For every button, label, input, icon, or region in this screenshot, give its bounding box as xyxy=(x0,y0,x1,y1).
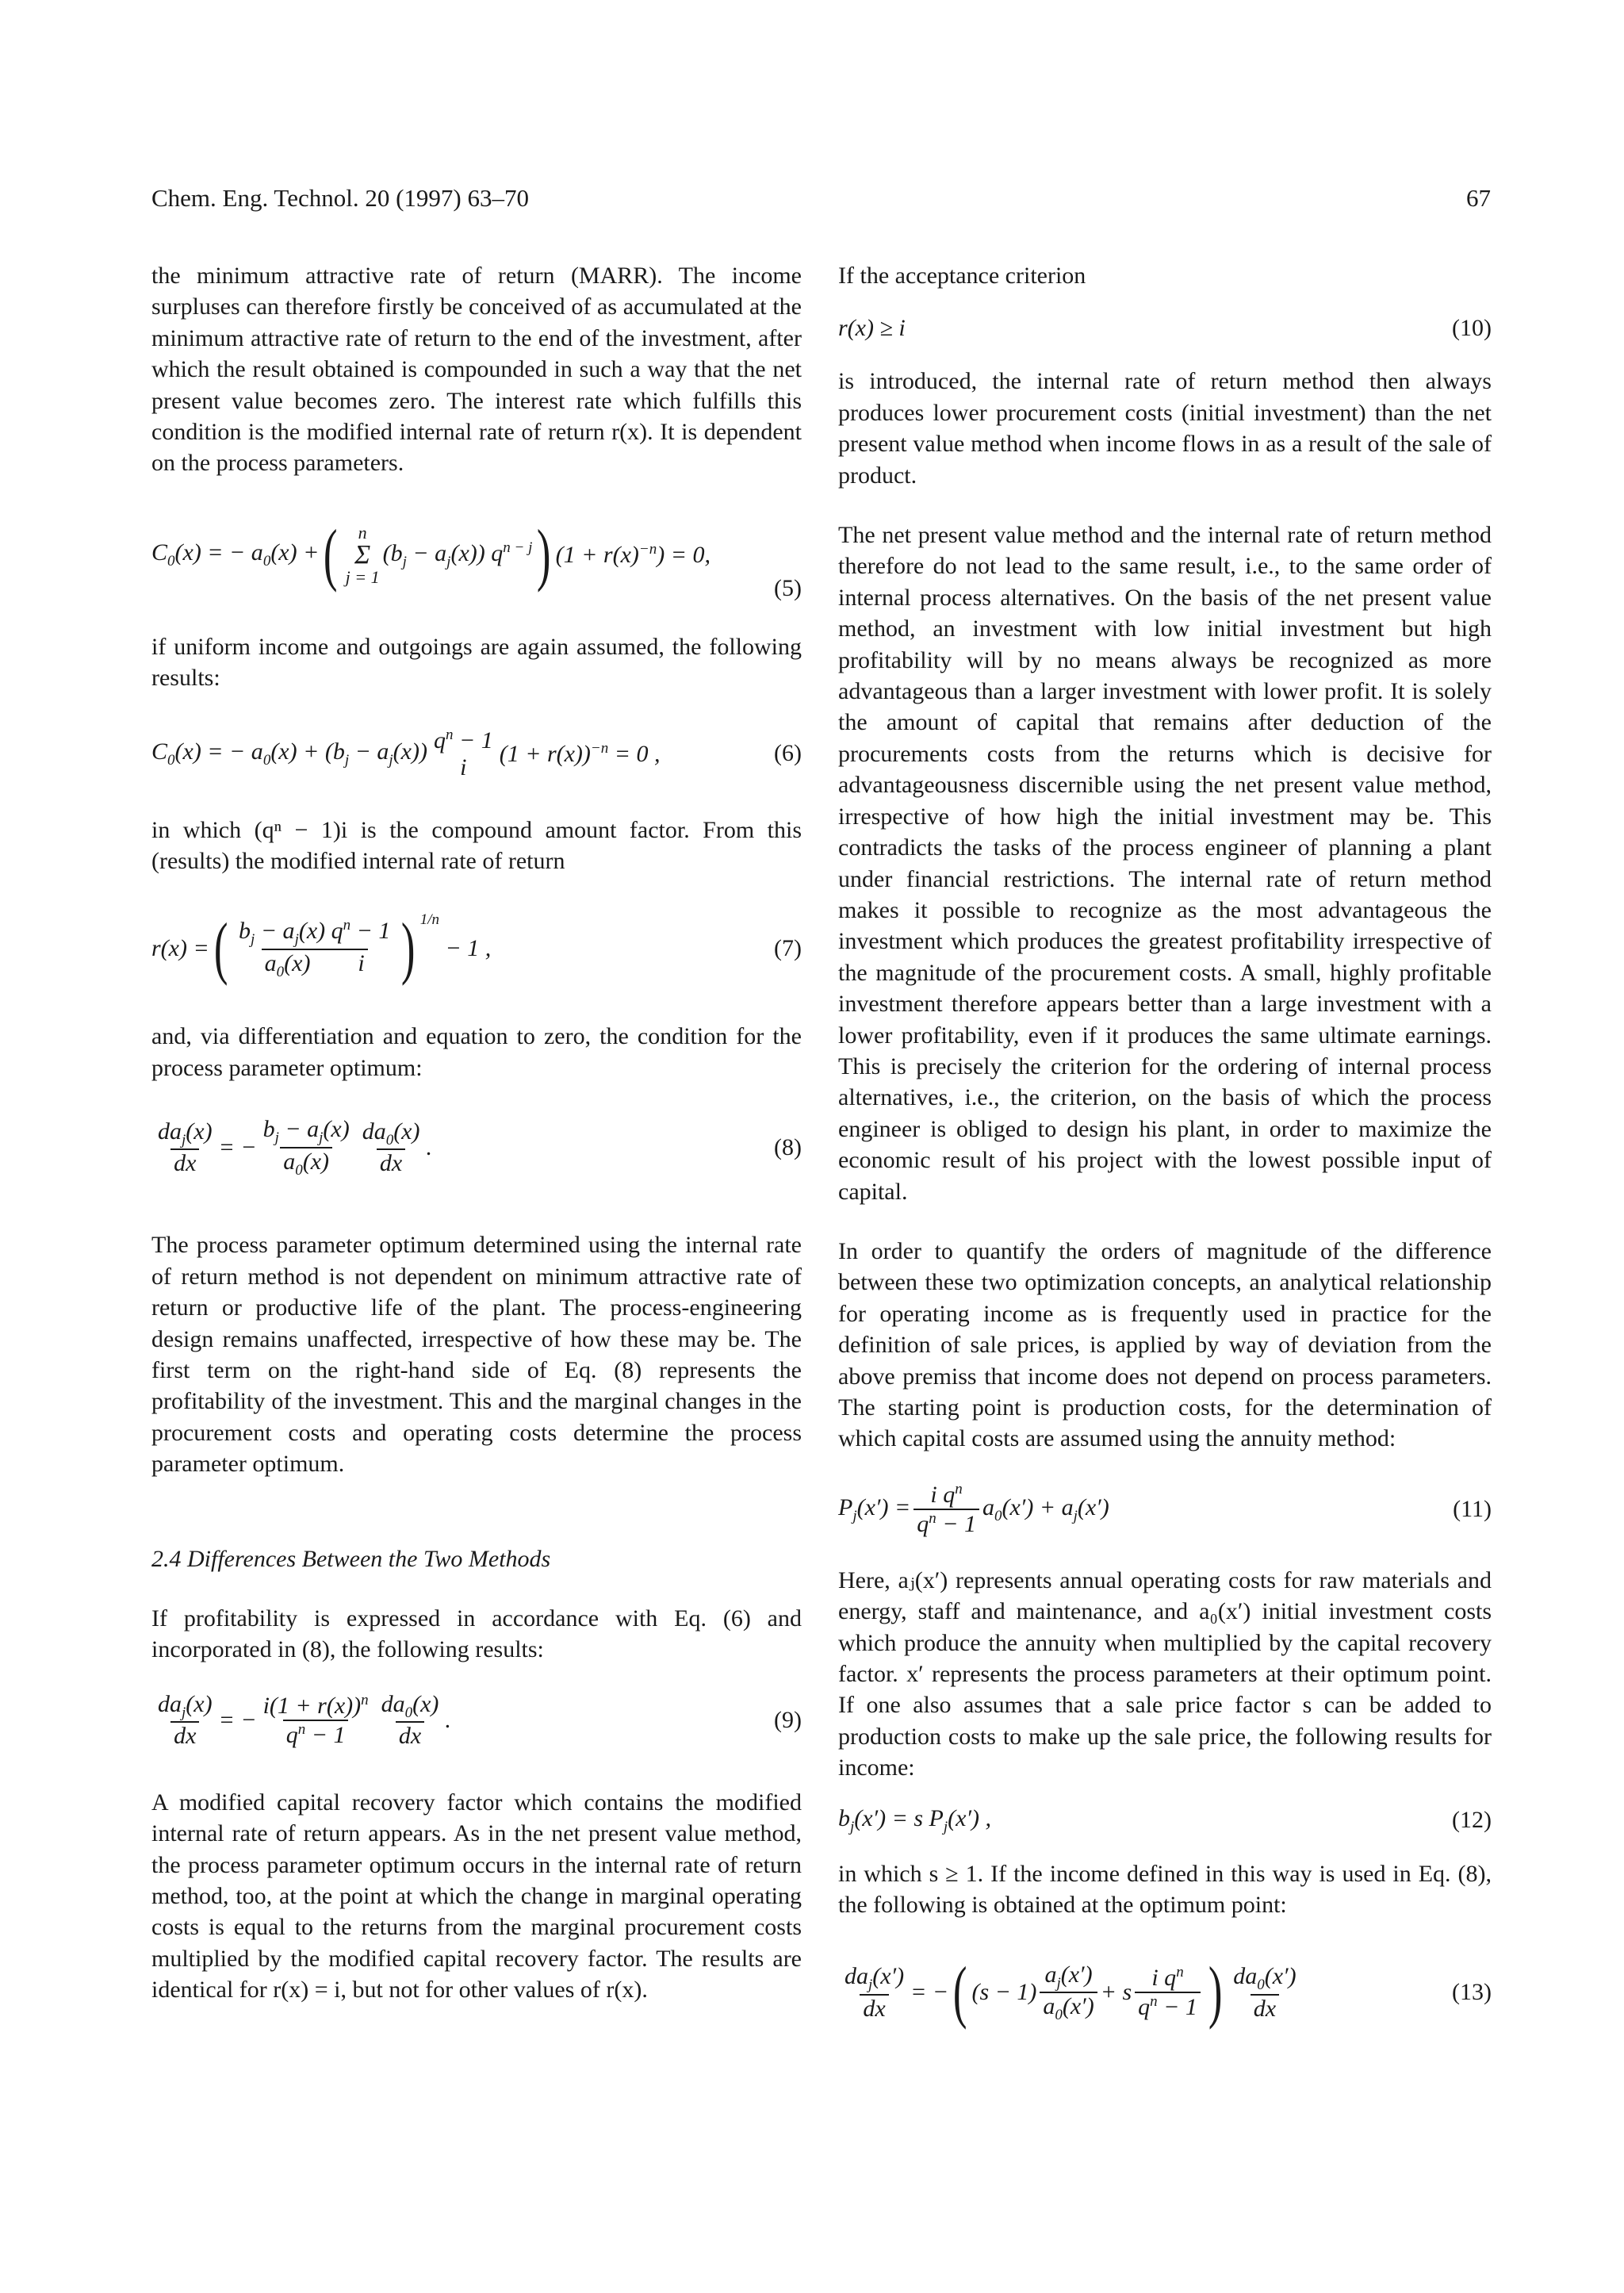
equation-6: $C_0(x)$ = − $a_0(x) + (b_j - a_j(x))$ $q^n - 1$ i $(1 + r(x))^{-n} = 0$ , (6) xyxy=(151,726,802,781)
paragraph: is introduced, the internal rate of return method then always produces lower procurement costs (initial investment) than the net present value method when income flows in as a result of the sale of product. xyxy=(838,368,1492,489)
paragraph: in which s ≥ 1. If the income defined in this way is used in Eq. (8), the following is obtained at the optimum point: xyxy=(838,1860,1492,1919)
paragraph: In order to quantify the orders of magnitude of the difference between these two optimization concepts, an analytical relationship for operating income as is frequently used in practice for the definition of sale prices, is applied by way of deviation from the above premiss that income does not depend on process parameters. The starting point is production costs, for the determination of which capital costs are assumed using the annuity method: xyxy=(838,1237,1492,1452)
paragraph: A modified capital recovery factor which contains the modified internal rate of return appears. As in the net present value method, the process parameter optimum occurs in the internal rate of return method, too, at the point at which the change in marginal operating costs is equal to the returns from the marginal procurement costs multiplied by the modified capital recovery factor. The results are identical for r(x) = i, but not for other values of r(x). xyxy=(151,1789,802,2003)
paragraph: The net present value method and the internal rate of return method therefore do not lead to the same result, i.e., to the same order of internal process alternatives. On the basis of the net present value method, an investment with low initial investment but high profitability will by no means always be recognized as more advantageous than a larger investment with lower profit. It is solely the amount of capital that remains after deduction of the procurements costs from the returns which is decisive for advantageousness discernible using the net present value method, irrespective of how high the initial investment may be. This contradicts the tasks of the process engineer of planning a plant under financial restrictions. The internal rate of return method makes it possible to recognize as the most advantageous the investment which produces the greatest profitability irrespective of the magnitude of the procurement costs. A small, highly profitable investment therefore appears better than a large investment with a lower profitability, even if it produces the same ultimate earnings. This is precisely the criterion for the ordering of internal process alternatives, i.e., the criterion, on the basis of which the process engineer is obliged to design his plant, in order to maximize the economic result of his project with the lowest possible input of capital. xyxy=(838,522,1492,1205)
section-heading: 2.4 Differences Between the Two Methods xyxy=(151,1545,551,1572)
equation-text: r(x) ≥ i xyxy=(838,315,906,342)
paragraph: If the acceptance criterion xyxy=(838,263,1086,289)
equation-number: (9) xyxy=(774,1707,802,1733)
equation-number: (10) xyxy=(1452,315,1492,342)
equation-number: (11) xyxy=(1453,1496,1492,1523)
equation-number: (13) xyxy=(1452,1979,1492,2006)
equation-number: (7) xyxy=(774,935,802,962)
equation-8: $\frac{da_j(x)}{dx}$ = − $\frac{b_j - a_j(x)}{a_0(x)}$ $\frac{da_0(x)}{dx}$ . (8) xyxy=(158,1116,802,1179)
equation-11: $P_j(x')$ = $\frac{i q^n}{q^n - 1}$ $a_0(x') + a_j(x')$ (11) xyxy=(838,1480,1492,1538)
running-header: Chem. Eng. Technol. 20 (1997) 63–70 xyxy=(151,184,529,212)
paragraph: and, via differentiation and equation to zero, the condition for the process parameter optimum: xyxy=(151,1023,802,1081)
equation-number: (5) xyxy=(774,575,802,602)
equation-9: $\frac{da_j(x)}{dx}$ = − $\frac{i(1 + r(x))^n}{q^n - 1}$ $\frac{da_0(x)}{dx}$ . (9) xyxy=(158,1690,802,1750)
equation-13: $\frac{da_j(x')}{dx}$ = − ( (s − 1) $\frac{a_j(x')}{a_0(x')}$ + s $\frac{i q^n}{q^n - 1}$ ) $\frac{da_0(x')}{dx}$ (13) xyxy=(845,1954,1492,2031)
equation-12: $b_j(x') = s$ $P_j(x')$ , (12) xyxy=(838,1805,1492,1836)
equation-number: (8) xyxy=(774,1134,802,1161)
equation-number: (6) xyxy=(774,740,802,767)
left-column xyxy=(151,260,802,2006)
paragraph: in which (qⁿ − 1)i is the compound amount factor. From this (results) the modified internal rate of return xyxy=(151,816,802,875)
page-number: 67 xyxy=(1466,184,1491,212)
equation-5: $C_0(x)$ = − $a_0(x)$ + ( n Σ j = 1 $(b_j - a_j(x))$ $q^{n - j}$ ) $(1 + r(x)^{-n}) = 0$, (5) xyxy=(151,516,802,602)
equation-10 xyxy=(838,309,1492,348)
equation-number: (12) xyxy=(1452,1807,1492,1834)
paragraph: The process parameter optimum determined using the internal rate of return method is not dependent on minimum attractive rate of return or productive life of the plant. The process-engineering design remains unaffected, irrespective of how these may be. The first term on the right-hand side of Eq. (8) represents the profitability of the investment. This and the marginal changes in the procurement costs and operating costs determine the process parameter optimum. xyxy=(151,1232,802,1478)
paragraph: Here, aⱼ(x′) represents annual operating costs for raw materials and energy, staff and maintenance, and a₀(x′) initial investment costs which produce the annuity when multiplied by the capital recovery factor. x′ represents the process parameters at their optimum point. If one also assumes that a sale price factor s can be added to production costs to make up the sale price, the following results for income: xyxy=(838,1566,1492,1781)
paragraph: If profitability is expressed in accordance with Eq. (6) and incorporated in (8), the following results: xyxy=(151,1605,802,1663)
paragraph: if uniform income and outgoings are again assumed, the following results: xyxy=(151,633,802,692)
equation-7: r(x) = ( $\frac{b_j - a_j(x) q^n - 1}{a_0(x) i}$ ) $^{1/n}$ − 1 , (7) xyxy=(151,910,802,987)
right-column xyxy=(838,260,1492,2036)
paragraph: the minimum attractive rate of return (MARR). The income surpluses can therefore firstly be conceived of as accumulated at the minimum attractive rate of return to the end of the investment, after which the result obtained is compounded in such a way that the net present value becomes zero. The interest rate which fulfills this condition is the modified internal rate of return r(x). It is dependent on the process parameters. xyxy=(151,263,802,477)
